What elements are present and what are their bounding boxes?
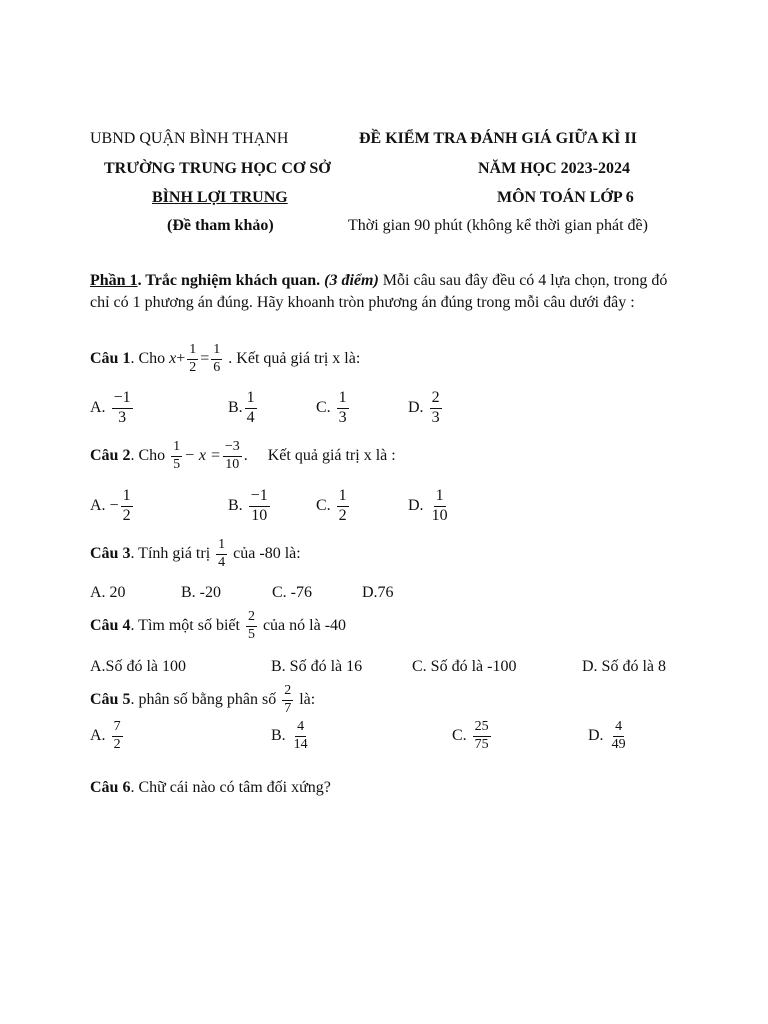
q5-text-pre: . phân số bằng phân số <box>130 690 277 708</box>
q1-c-fraction: $\frac{1}{3}$ <box>338 389 347 426</box>
q5-d-fraction: $\frac{4}{49}$ <box>611 719 626 752</box>
q2-fraction-1: $\frac{1}{5}$ <box>173 439 181 472</box>
q1-eq: = <box>200 349 210 367</box>
q4-option-a: A.Số đó là 100 <box>90 658 186 675</box>
school-type: TRƯỜNG TRUNG HỌC CƠ SỞ <box>104 160 331 177</box>
q4-option-d: D. Số đó là 8 <box>582 658 666 675</box>
question-1 <box>90 343 360 375</box>
q4-option-c: C. Số đó là -100 <box>412 658 517 675</box>
q1-option-a: A. $\frac{-1}{3}$ <box>90 389 131 426</box>
q2-option-d: D. $\frac{1}{10}$ <box>408 487 448 524</box>
q2-label: Câu 2 <box>90 446 131 464</box>
question-3 <box>90 538 301 570</box>
q1-fraction-2: $\frac{1}{6}$ <box>213 342 221 375</box>
q1-option-b: B. $\frac{1}{4}$ <box>228 389 255 426</box>
q2-option-b: B. $\frac{-1}{10}$ <box>228 487 268 524</box>
q5-b-fraction: $\frac{4}{14}$ <box>293 719 308 752</box>
q6-label: Câu 6 <box>90 779 131 796</box>
part1-points: (3 điểm) <box>324 272 379 289</box>
q4-text-pre: . Tìm một số biết <box>130 616 240 634</box>
q3-text-post: của -80 là: <box>233 544 301 562</box>
q2-dot: . <box>243 446 248 464</box>
q1-label: Câu 1 <box>90 349 131 367</box>
q1-text-pre: . Cho <box>130 349 166 367</box>
q2-b-fraction: $\frac{-1}{10}$ <box>250 487 268 524</box>
q2-expression: − x = <box>184 446 221 464</box>
exam-reference-label: (Đề tham khảo) <box>167 217 274 234</box>
q6-text: . Chữ cái nào có tâm đối xứng? <box>130 779 331 796</box>
part1-title: Phần 1 <box>90 272 138 289</box>
part1-subtitle: . Trắc nghiệm khách quan. <box>137 272 321 289</box>
q1-var: x <box>169 349 177 367</box>
exam-title: ĐỀ KIỂM TRA ĐÁNH GIÁ GIỮA KÌ II <box>359 130 637 147</box>
exam-duration: Thời gian 90 phút (không kể thời gian phát đề) <box>348 217 648 234</box>
exam-subject: MÔN TOÁN LỚP 6 <box>497 189 634 206</box>
q4-option-b: B. Số đó là 16 <box>271 658 363 675</box>
q5-option-b: B. $\frac{4}{14}$ <box>271 719 308 752</box>
q4-fraction: $\frac{2}{5}$ <box>247 609 255 642</box>
part1-instructions: Mỗi câu sau đây đều có 4 lựa chọn, trong đó chỉ có 1 phương án đúng. Hãy khoanh tròn phương án đúng trong mỗi câu dưới đây : <box>90 272 668 311</box>
q1-b-fraction: $\frac{1}{4}$ <box>246 389 255 426</box>
school-year: NĂM HỌC 2023-2024 <box>478 160 630 177</box>
q2-a-fraction: $\frac{1}{2}$ <box>122 487 131 524</box>
q2-text-pre: . Cho <box>130 446 166 464</box>
q3-label: Câu 3 <box>90 544 131 562</box>
q5-option-d: D. $\frac{4}{49}$ <box>588 719 626 752</box>
question-2 <box>90 440 396 472</box>
q3-option-d: D.76 <box>362 584 394 601</box>
q5-c-fraction: $\frac{25}{75}$ <box>474 719 489 752</box>
q2-option-a: A. − $\frac{1}{2}$ <box>90 487 131 524</box>
q3-option-a: A. 20 <box>90 584 126 601</box>
q5-text-post: là: <box>299 690 316 708</box>
school-name: BÌNH LỢI TRUNG <box>152 189 288 206</box>
q2-option-c: C. $\frac{1}{2}$ <box>316 487 347 524</box>
q2-text-post: Kết quả giá trị x là : <box>267 446 396 464</box>
q1-a-fraction: $\frac{-1}{3}$ <box>113 389 131 426</box>
q4-text-post: của nó là -40 <box>262 616 347 634</box>
part1-intro <box>90 270 682 314</box>
q1-text-post: . Kết quả giá trị x là: <box>228 349 361 367</box>
q3-option-c: C. -76 <box>272 584 312 601</box>
q4-label: Câu 4 <box>90 616 131 634</box>
q1-option-d: D. $\frac{2}{3}$ <box>408 389 440 426</box>
question-5 <box>90 684 315 716</box>
q5-a-fraction: $\frac{7}{2}$ <box>113 719 121 752</box>
q5-fraction: $\frac{2}{7}$ <box>284 683 292 716</box>
q3-option-b: B. -20 <box>181 584 221 601</box>
q2-fraction-2: $\frac{-3}{10}$ <box>224 439 240 472</box>
q3-fraction: $\frac{1}{4}$ <box>218 537 226 570</box>
q3-text-pre: . Tính giá trị <box>130 544 211 562</box>
question-6 <box>90 779 331 797</box>
school-district: UBND QUẬN BÌNH THẠNH <box>90 130 289 147</box>
question-4 <box>90 610 346 642</box>
q1-d-fraction: $\frac{2}{3}$ <box>431 389 440 426</box>
q5-option-c: C. $\frac{25}{75}$ <box>452 719 489 752</box>
q2-c-fraction: $\frac{1}{2}$ <box>338 487 347 524</box>
q1-plus: + <box>176 349 186 367</box>
q5-option-a: A. $\frac{7}{2}$ <box>90 719 121 752</box>
q1-fraction-1: $\frac{1}{2}$ <box>189 342 197 375</box>
q5-label: Câu 5 <box>90 690 131 708</box>
q1-option-c: C. $\frac{1}{3}$ <box>316 389 347 426</box>
q2-d-fraction: $\frac{1}{10}$ <box>431 487 448 524</box>
